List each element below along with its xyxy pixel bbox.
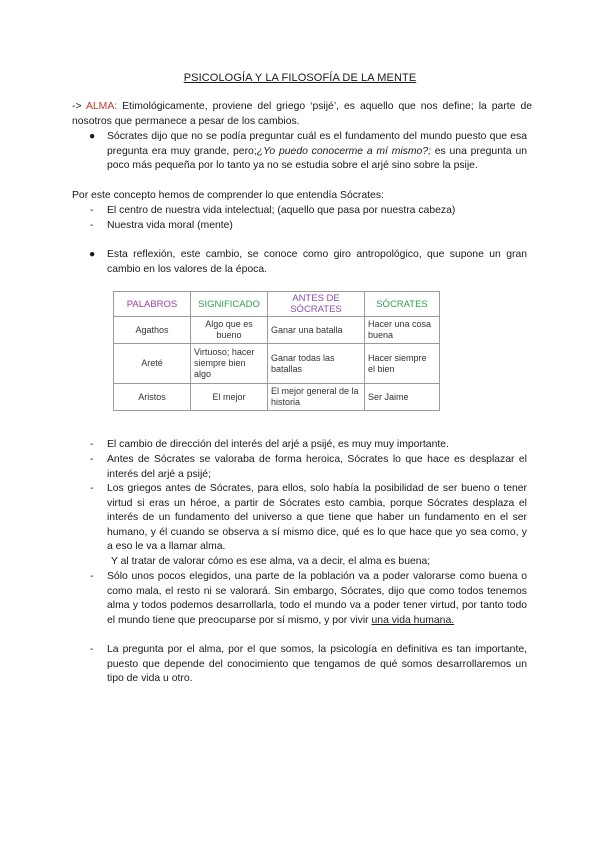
table-header: PALABROS <box>114 292 191 317</box>
table-cell: El mejor <box>191 384 268 411</box>
dash-marker: - <box>90 644 94 655</box>
bullet1-text-a: Sócrates dijo que no se podía preguntar cuál es el fundamento del mundo puesto que esa pregunta era muy grande, pero; <box>107 131 527 157</box>
page-title: PSICOLOGÍA Y LA FILOSOFÍA DE LA MENTE <box>183 72 417 84</box>
table-cell: Algo que es bueno <box>191 317 268 344</box>
alma-term: ALMA: <box>85 101 118 112</box>
table-header: SIGNIFICADO <box>191 292 268 317</box>
dash-item-4-text: Sólo unos pocos elegidos, una parte de la población va a poder valorarse como buena o como mala, el resto ni se valorará. Sin embargo, Sócrates, dijo que como todos tenemos alma y todos podemos desarrollarla, todo el mundo va a poder tener virtud, por tanto todo el mundo tiene que preocuparse por sí mismo, y por vivir <box>107 571 527 626</box>
intro-text: Etimológicamente, proviene del griego ‘psijé’, es aquello que nos define; la parte de nosotros que permanece a pesar de los cambios. <box>72 101 533 127</box>
table-cell: El mejor general de la historia <box>268 384 365 411</box>
table-header: SÓCRATES <box>365 292 440 317</box>
dash-item-2: Antes de Sócrates se valoraba de forma heroica, Sócrates lo que hace es desplazar el interés del arjé a psijé; <box>107 454 527 480</box>
dash-marker: - <box>90 439 94 450</box>
table-header-row <box>114 292 440 317</box>
intro-paragraph <box>72 100 532 129</box>
concept-item-1: El centro de nuestra vida intelectual; (aquello que pasa por nuestra cabeza) <box>107 205 456 216</box>
table-row <box>114 317 440 344</box>
dash-marker: - <box>90 205 94 216</box>
dash-item-3-continuation: Y al tratar de valorar cómo es ese alma, va a decir, el alma es buena; <box>111 556 431 567</box>
table-cell: Agathos <box>114 317 191 344</box>
table-cell: Ganar todas las batallas <box>268 344 365 384</box>
table-cell: Aristos <box>114 384 191 411</box>
table-cell: Virtuoso; hacer siempre bien algo <box>191 344 268 384</box>
bullet-marker: ● <box>89 131 96 142</box>
table-cell: Areté <box>114 344 191 384</box>
bullet-socrates-question <box>107 130 527 174</box>
table-cell: Ganar una batalla <box>268 317 365 344</box>
bullet-giro-antropologico: Esta reflexión, este cambio, se conoce como giro antropológico, que supone un gran cambio en los valores de la época. <box>107 249 527 275</box>
dash-marker: - <box>90 454 94 465</box>
comparison-table <box>113 291 440 411</box>
bullet1-text-b: es una pregunta un poco más pequeña por lo tanto ya no se estudia sobre el arjé sino sobre la psije. <box>107 145 527 172</box>
bullet1-italic: ¿Yo puedo conocerme a mí mismo?; <box>256 145 431 157</box>
dash-item-3: Los griegos antes de Sócrates, para ellos, solo había la posibilidad de ser bueno o tener virtud si eras un héroe, a partir de Sócrates esto cambia, porque Sócrates desplaza el interés de un fundamento del universo a que tiene que haber un fundamento en el ser humano, y él cuando se observa a sí mismo dice, qué es lo que hace que yo sea como, y a eso le va a llamar alma. <box>107 483 527 553</box>
table-cell: Hacer una cosa buena <box>365 317 440 344</box>
table-row <box>114 384 440 411</box>
table-cell: Hacer siempre el bien <box>365 344 440 384</box>
table-cell: Ser Jaime <box>365 384 440 411</box>
table-header: ANTES DE SÓCRATES <box>268 292 365 317</box>
dash-marker: - <box>90 483 94 494</box>
arrow-marker: -> <box>72 101 86 112</box>
dash-marker: - <box>90 220 94 231</box>
concept-item-2: Nuestra vida moral (mente) <box>107 220 233 231</box>
dash-item-4 <box>107 570 527 628</box>
table-row <box>114 344 440 384</box>
vida-humana-underlined: una vida humana. <box>371 614 455 626</box>
dash-item-1: El cambio de dirección del interés del arjé a psijé, es muy muy importante. <box>107 439 449 450</box>
dash-item-5: La pregunta por el alma, por el que somos, la psicología en definitiva es tan importante, puesto que depende del conocimiento que tengamos de qué somos desarrollaremos un tipo de vida u otro. <box>107 644 527 685</box>
bullet-marker: ● <box>89 249 96 260</box>
concept-line: Por este concepto hemos de comprender lo que entendía Sócrates: <box>72 190 384 201</box>
dash-marker: - <box>90 571 94 582</box>
